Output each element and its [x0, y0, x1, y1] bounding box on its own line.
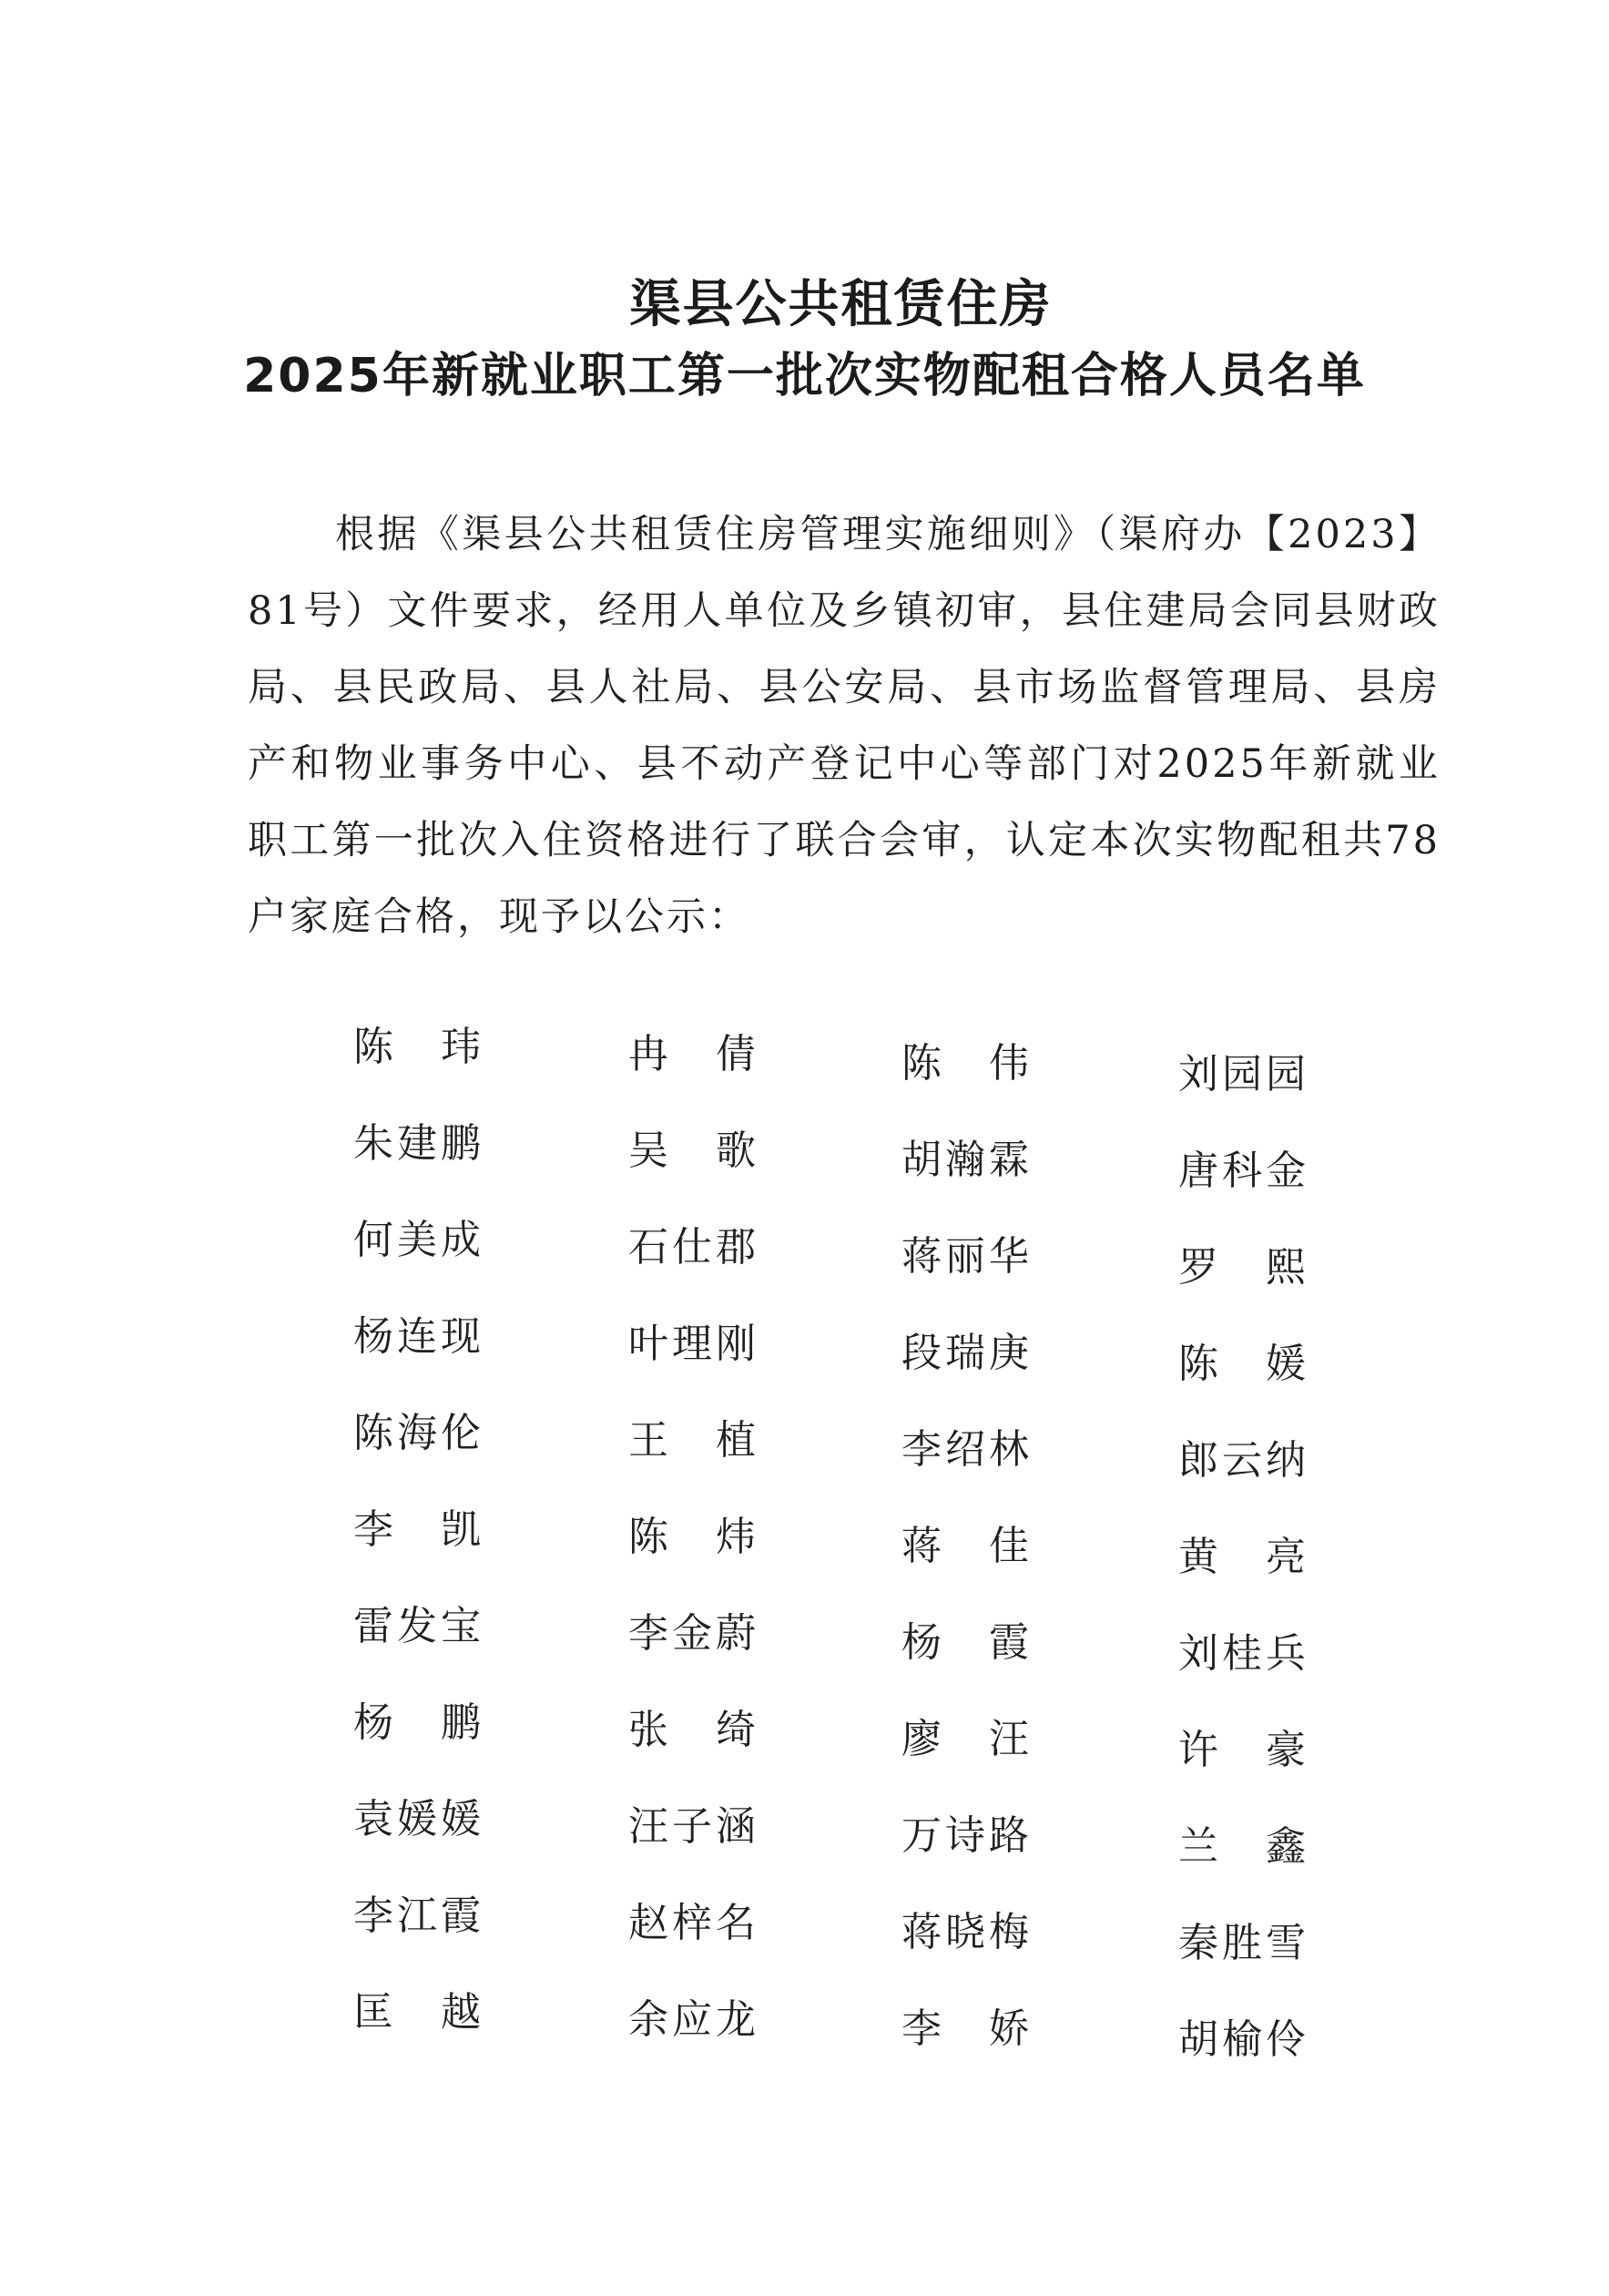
qualified-names-list: [310, 1020, 1430, 2113]
person-name: 雷发宝: [353, 1603, 484, 1649]
person-name: 吴 歌: [628, 1128, 759, 1174]
person-name: 蒋丽华: [901, 1233, 1033, 1280]
person-name: 罗 熙: [1178, 1244, 1309, 1291]
person-name: 万诗路: [901, 1812, 1033, 1859]
person-name: 黄 亮: [1178, 1534, 1309, 1580]
person-name: 陈 媛: [1178, 1341, 1309, 1387]
person-name: 李绍林: [901, 1426, 1033, 1473]
person-name: 张 绮: [628, 1707, 759, 1753]
person-name: 王 植: [628, 1417, 759, 1464]
person-name: 杨 鹏: [353, 1699, 484, 1746]
person-name: 段瑞庚: [901, 1330, 1033, 1376]
person-name: 叶理刚: [628, 1321, 759, 1367]
person-name: 陈 炜: [628, 1514, 759, 1560]
person-name: 李 娇: [901, 2005, 1033, 2052]
person-name: 匡 越: [353, 1989, 484, 2036]
person-name: 廖 汪: [901, 1716, 1033, 1762]
person-name: 何美成: [353, 1217, 484, 1263]
person-name: 朱建鹏: [353, 1120, 484, 1167]
person-name: 唐科金: [1178, 1148, 1309, 1194]
person-name: 袁媛媛: [353, 1796, 484, 1842]
person-name: 杨连现: [353, 1313, 484, 1360]
person-name: 余应龙: [628, 1996, 759, 2043]
person-name: 许 豪: [1178, 1727, 1309, 1773]
person-name: 汪子涵: [628, 1803, 759, 1850]
person-name: 蒋晓梅: [901, 1909, 1033, 1955]
person-name: 李江霞: [353, 1893, 484, 1939]
person-name: 蒋 佳: [901, 1523, 1033, 1569]
person-name: 刘桂兵: [1178, 1630, 1309, 1677]
document-title-line-1: 渠县公共租赁住房: [629, 275, 1053, 334]
person-name: 陈海伦: [353, 1410, 484, 1456]
person-name: 秦胜雪: [1178, 1920, 1309, 1966]
person-name: 陈 伟: [901, 1040, 1033, 1087]
person-name: 胡瀚霖: [901, 1137, 1033, 1183]
person-name: 陈 玮: [353, 1024, 484, 1070]
person-name: 赵梓名: [628, 1900, 759, 1946]
person-name: 刘园园: [1178, 1051, 1309, 1097]
person-name: 胡榆伶: [1178, 2016, 1309, 2063]
document-title-line-2: 2025年新就业职工第一批次实物配租合格人员名单: [243, 349, 1366, 403]
announcement-paragraph: 根据《渠县公共租赁住房管理实施细则》（渠府办【2023】81号）文件要求，经用人单位及乡镇初审，县住建局会同县财政局、县民政局、县人社局、县公安局、县市场监督管理局、县房产和物业事务中心、县不动产登记中心等部门对2025年新就业职工第一批次入住资格进行了联合会审，认定本次实物配租共78户家庭合格，现予以公示：: [248, 512, 1441, 940]
person-name: 杨 霞: [901, 1619, 1033, 1666]
person-name: 李 凯: [353, 1506, 484, 1553]
person-name: 郎云纳: [1178, 1437, 1309, 1484]
person-name: 兰 鑫: [1178, 1823, 1309, 1870]
person-name: 石仕郡: [628, 1224, 759, 1270]
person-name: 李金蔚: [628, 1610, 759, 1657]
person-name: 冉 倩: [628, 1031, 759, 1077]
